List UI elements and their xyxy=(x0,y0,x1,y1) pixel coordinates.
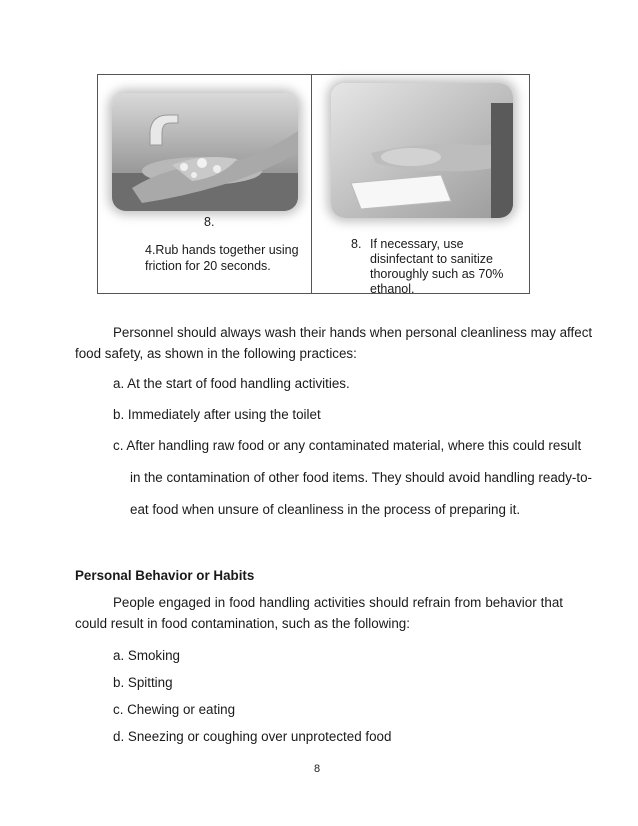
list-item-continuation: in the contamination of other food items. They should avoid handling ready-to- xyxy=(130,470,593,485)
list-item-continuation: eat food when unsure of cleanliness in the process of preparing it. xyxy=(130,502,521,517)
table-divider xyxy=(311,75,312,293)
page-number: 8 xyxy=(314,763,321,775)
list-item: b. Immediately after using the toilet xyxy=(113,407,321,422)
step-marker: 8. xyxy=(204,215,215,229)
left-caption-line1: 4.Rub hands together using xyxy=(145,243,299,257)
figure-table xyxy=(97,74,530,294)
section1-intro-line2: food safety, as shown in the following practices: xyxy=(75,346,357,361)
handwashing-photo xyxy=(112,93,298,211)
right-caption-number: 8. xyxy=(351,237,362,251)
list-item: c. Chewing or eating xyxy=(113,702,236,717)
sanitizing-icon xyxy=(331,83,513,218)
list-item: c. After handling raw food or any contaminated material, where this could result xyxy=(113,438,582,453)
section2-intro-line2: could result in food contamination, such as the following: xyxy=(75,616,410,631)
handwashing-icon xyxy=(112,93,298,211)
list-item: b. Spitting xyxy=(113,675,173,690)
section2-intro-line1: People engaged in food handling activities should refrain from behavior that xyxy=(113,595,563,610)
section1-intro-line1: Personnel should always wash their hands when personal cleanliness may affect xyxy=(113,325,593,340)
list-item: d. Sneezing or coughing over unprotected food xyxy=(113,729,392,744)
list-item: a. At the start of food handling activities. xyxy=(113,376,350,391)
list-item: a. Smoking xyxy=(113,648,180,663)
right-caption-line2: disinfectant to sanitize xyxy=(370,252,493,266)
right-caption-line3: thoroughly such as 70% xyxy=(370,267,504,281)
right-caption-line4: ethanol. xyxy=(370,282,415,296)
right-caption-line1: If necessary, use xyxy=(370,237,464,251)
section-heading: Personal Behavior or Habits xyxy=(75,568,255,583)
sanitizing-photo xyxy=(331,83,513,218)
left-caption-line2: friction for 20 seconds. xyxy=(145,259,271,273)
